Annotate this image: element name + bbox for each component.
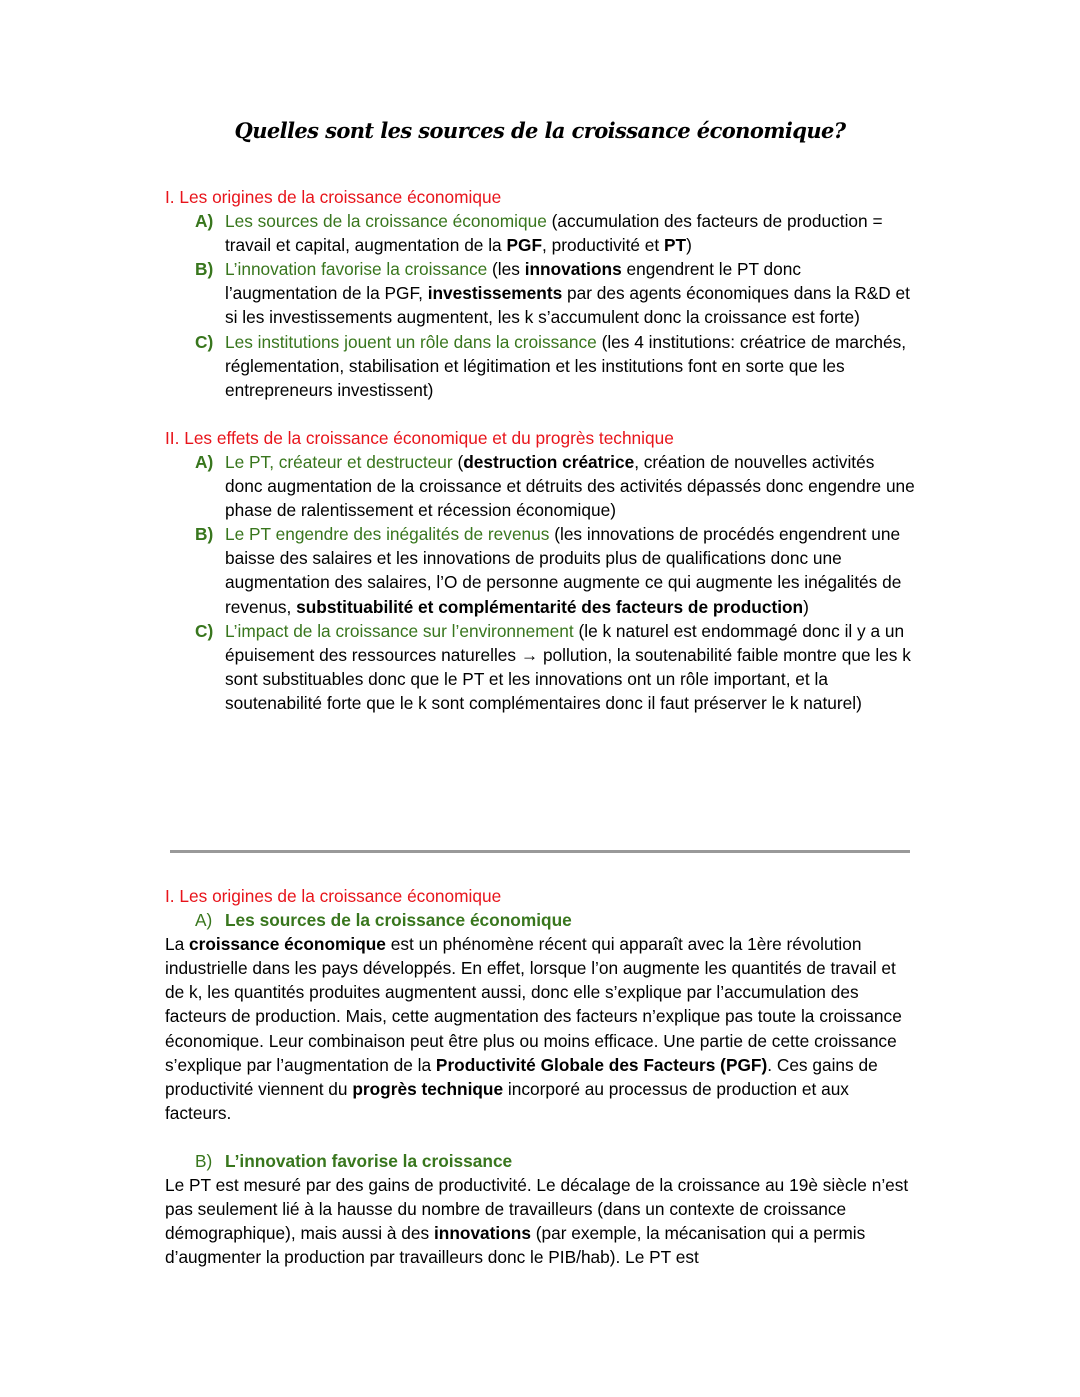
text-run: ( — [452, 451, 464, 472]
item-title: Le PT engendre des inégalités de revenus — [225, 524, 550, 545]
section-heading — [165, 426, 915, 450]
paragraph — [165, 1173, 915, 1269]
text-run: (les — [487, 259, 525, 280]
summary-outline — [165, 185, 915, 715]
bold-term: substituabilité et complémentarité des facteurs de production — [296, 596, 804, 617]
item-label: B) — [195, 1150, 213, 1171]
section-heading — [165, 884, 915, 908]
text-run: La — [165, 934, 190, 955]
item-title: L’innovation favorise la croissance — [225, 259, 488, 280]
item-title: Les institutions jouent un rôle dans la croissance — [225, 331, 597, 352]
item-title: L’impact de la croissance sur l’environnement — [225, 620, 574, 641]
item-label: A) — [195, 451, 214, 472]
outline-item — [165, 450, 915, 522]
item-label: B) — [195, 524, 214, 545]
bold-term: destruction créatrice — [463, 451, 635, 472]
text-run: I. Les origines de la croissance économique — [165, 886, 502, 906]
outline-item — [165, 209, 915, 257]
spacer — [165, 402, 915, 426]
item-label: C) — [195, 331, 214, 352]
text-run: ) — [803, 596, 809, 617]
bold-term: croissance économique — [189, 934, 386, 955]
text-run: II. Les effets de la croissance économique et du progrès technique — [165, 427, 674, 448]
text-run: , création de nouvelles activités donc augmentation de la croissance et détruits des activités dépassés donc engendre une phase de ralentissement et récession économique) — [225, 451, 915, 521]
detailed-body — [165, 884, 915, 1269]
item-title: Le PT, créateur et destructeur — [225, 451, 453, 472]
text-run: (le k naturel est endommagé donc il y a un épuisement des ressources naturelles → pollution, la soutenabilité faible montre que les k sont substituables donc que le PT et les innovations ont un rôle important, et la soutenabilité forte que le k sont complémentaires donc il faut préserver le k naturel) — [225, 620, 911, 713]
text-run: incorporé au processus de production et aux facteurs. — [165, 1078, 849, 1123]
text-run: . Ces gains de productivité viennent du — [165, 1054, 878, 1099]
text-run: engendrent le PT donc l’augmentation de la PGF, — [225, 259, 802, 304]
item-label: B) — [195, 259, 214, 280]
text-run: ) — [686, 235, 692, 256]
text-run: , productivité et — [542, 235, 665, 256]
outline-item — [165, 257, 915, 329]
text-run: Le PT est mesuré par des gains de productivité. Le décalage de la croissance au 19è siècle n’est pas seulement lié à la hausse du nombre de travailleurs (dans un contexte de croissance démographique), mais aussi à des — [165, 1175, 909, 1244]
text-run: I. Les origines de la croissance économique — [165, 187, 502, 207]
bold-term: Productivité Globale des Facteurs (PGF) — [435, 1054, 768, 1075]
bold-term: progrès technique — [352, 1078, 504, 1099]
section-heading — [165, 185, 915, 209]
item-title: Les sources de la croissance économique — [225, 211, 547, 232]
horizontal-divider — [170, 850, 910, 853]
text-run: Les sources de la croissance économique — [225, 910, 572, 931]
text-run: (par exemple, la mécanisation qui a permis d’augmenter la production par travailleurs donc le PIB/hab). Le PT est — [165, 1223, 866, 1268]
document-title: Quelles sont les sources de la croissance économique? — [234, 118, 846, 143]
outline-item — [165, 330, 915, 402]
bold-term: investissements — [427, 283, 563, 304]
text-run: (les 4 institutions: créatrice de marchés, réglementation, stabilisation et légitimation et les institutions font en sorte que les entrepreneurs investissent) — [225, 331, 907, 400]
text-run: est un phénomène récent qui apparaît avec la 1ère révolution industrielle dans les pays développés. En effet, lorsque l’on augmente les quantités de travail et de k, les quantités produites augmentent aussi, donc elle s’explique par l’accumulation des facteurs de production. Mais, cette augmentation des facteurs n’explique pas toute la croissance économique. Leur combinaison peut être plus ou moins efficace. Une partie de cette croissance s’explique par l’augmentation de la — [165, 934, 902, 1075]
bold-term: innovations — [524, 259, 622, 280]
text-run: par des agents économiques dans la R&D et si les investissements augmentent, les k s’accumulent donc la croissance est forte) — [225, 283, 910, 328]
subsection-heading — [165, 908, 915, 932]
subsection-heading — [165, 1149, 915, 1173]
outline-item — [165, 522, 915, 618]
spacer — [165, 1125, 915, 1149]
item-label: C) — [195, 620, 214, 641]
bold-term: PT — [664, 235, 687, 256]
text-run: (accumulation des facteurs de production = travail et capital, augmentation de la — [225, 211, 883, 256]
item-label: A) — [195, 910, 213, 931]
bold-term: PGF — [506, 235, 543, 256]
paragraph — [165, 932, 915, 1125]
outline-item — [165, 619, 915, 715]
text-run: (les innovations de procédés engendrent une baisse des salaires et les innovations de produits plus de qualifications donc une augmentation des salaires, l’O de personne augmente ce qui augmente les inégalités de revenus, — [225, 524, 902, 617]
bold-term: innovations — [433, 1223, 531, 1244]
text-run: L’innovation favorise la croissance — [225, 1150, 513, 1171]
item-label: A) — [195, 211, 214, 232]
